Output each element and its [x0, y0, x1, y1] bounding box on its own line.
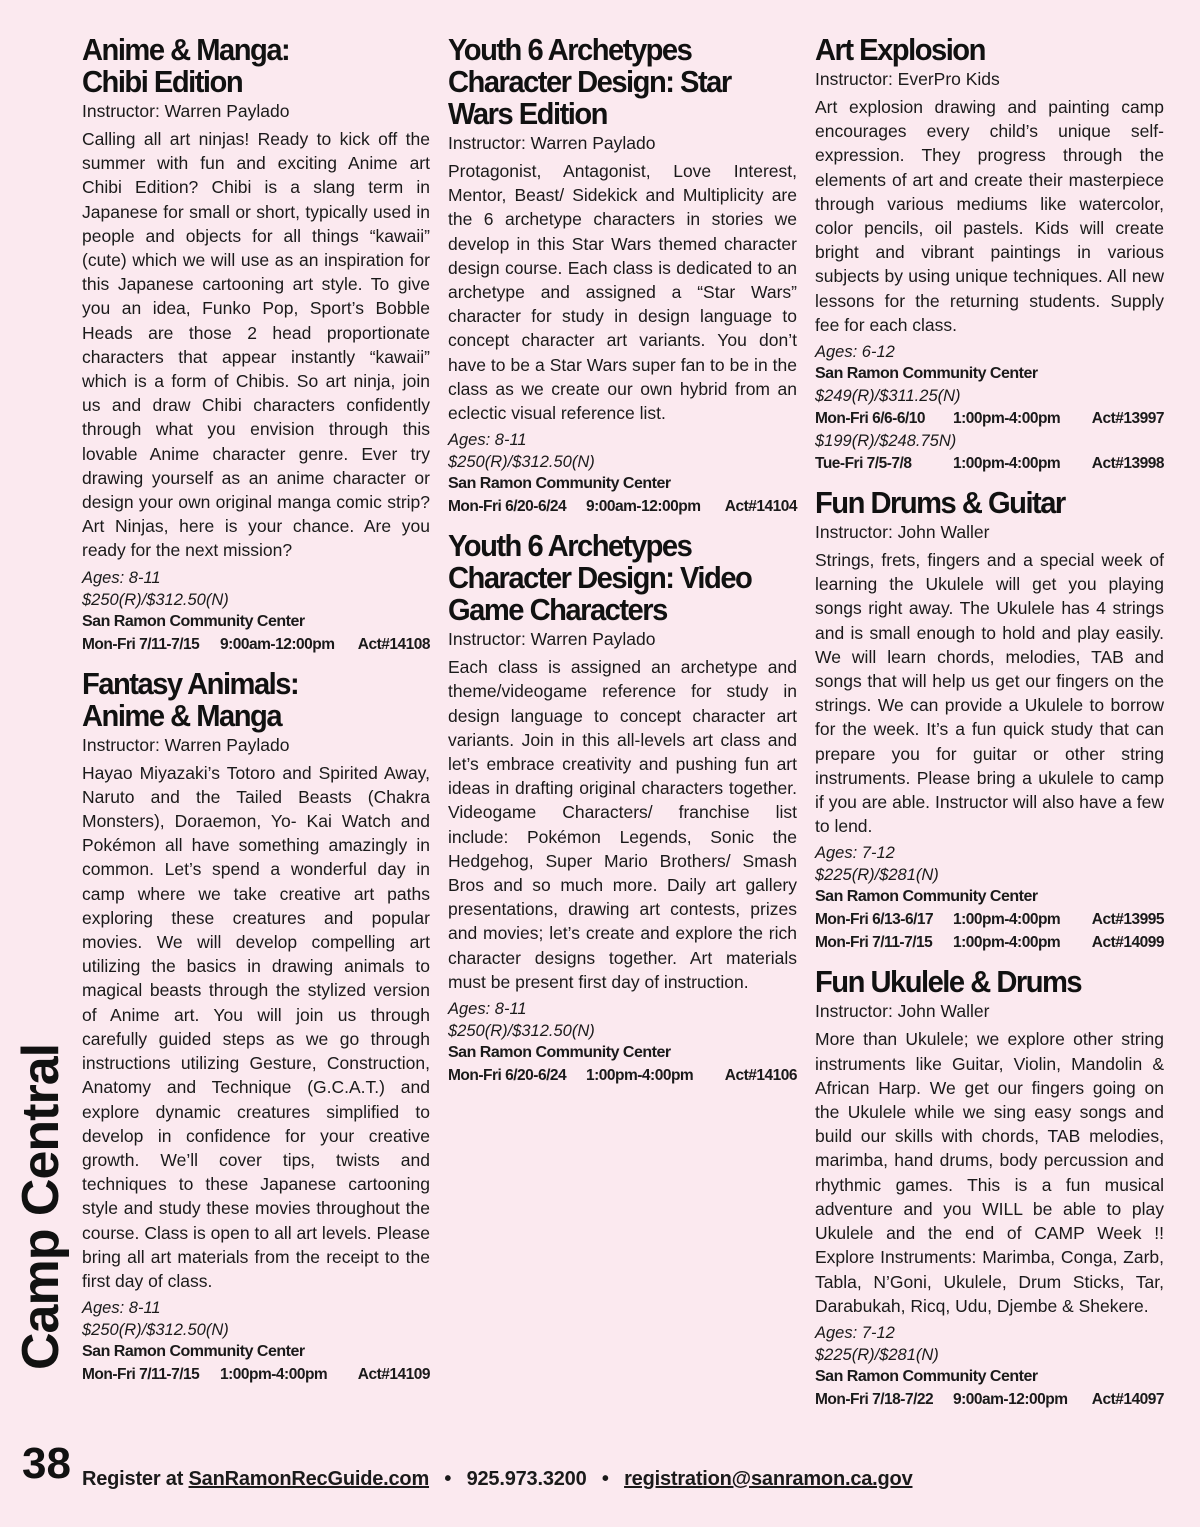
course-title-line: Fantasy Animals:	[82, 665, 299, 701]
course-title-line: Youth 6 Archetypes	[448, 528, 692, 564]
course-location: San Ramon Community Center	[815, 1367, 1038, 1385]
course-listing	[815, 487, 1164, 954]
course-instructor: Instructor: Warren Paylado	[82, 734, 290, 755]
session-days: Mon-Fri 6/20-6/24	[448, 498, 567, 516]
course-title-line: Chibi Edition	[82, 64, 243, 99]
session-time: 1:00pm-4:00pm	[586, 1067, 694, 1085]
column-1	[82, 34, 430, 1398]
course-ages: Ages: 8-11	[448, 1000, 527, 1019]
session-activity-number: Act#14097	[1091, 1390, 1164, 1408]
course-listing	[448, 530, 797, 1087]
section-side-label: Camp Central	[12, 1043, 70, 1370]
course-description: Hayao Miyazaki’s Totoro and Spirited Away, Naruto and the Tailed Beasts (Chakra Monsters), Doraemon, Yo- Kai Watch and Pokémon all have something amazingly in common. Let’s spend a wonderful day in camp where we take creative art paths exploring these creatures and popular movies. We will develop compelling art utilizing the basics in drawing animals to magical beasts through the stylized version of Anime art. You will join us through carefully guided steps as we go through instructions utilizing Gesture, Construction, Anatomy and Technique (G.C.A.T.) and explore dynamic creatures simplified to develop in confidence for your creative growth. We’ll cover tips, twists and techniques to these Japanese cartooning style and study these movies throughout the course. Class is open to all art levels. Please bring all art materials from the receipt to the first day of class.	[82, 762, 430, 1291]
course-price: $250(R)/$312.50(N)	[448, 453, 595, 472]
course-title-line: Fun Drums & Guitar	[815, 485, 1065, 521]
course-title	[815, 966, 1143, 998]
session-days: Mon-Fri 7/11-7/15	[82, 1366, 200, 1384]
course-description: Each class is assigned an archetype and theme/videogame reference for study in design language to concept character art variants. Join in this all-levels art class and let’s embrace creativity and pushing fun art ideas in drafting original characters together. Videogame Characters/ franchise list include: Pokémon Legends, Sonic the Hedgehog, Super Mario Brothers/ Smash Bros and so much more. Daily art gallery presentations, drawing art contests, prizes and movies; let’s create and explore the rich character designs together. Art materials must be present first day of instruction.	[448, 657, 797, 992]
session-days: Mon-Fri 6/13-6/17	[815, 911, 934, 929]
course-title-line: Game Characters	[448, 592, 667, 628]
footer-phone[interactable]: 925.973.3200	[466, 1468, 587, 1490]
column-2	[448, 34, 797, 1099]
course-price: $225(R)/$281(N)	[815, 866, 939, 885]
session-time: 1:00pm-4:00pm	[953, 934, 1061, 952]
course-title	[815, 487, 1143, 519]
course-instructor: Instructor: Warren Paylado	[448, 629, 656, 650]
session-days: Mon-Fri 7/11-7/15	[815, 934, 933, 952]
session-time: 9:00am-12:00pm	[953, 1390, 1068, 1408]
course-instructor: Instructor: Warren Paylado	[82, 101, 290, 121]
course-listing	[448, 34, 797, 518]
footer-bullet: •	[444, 1468, 452, 1490]
session-time: 9:00am-12:00pm	[220, 635, 335, 653]
session-activity-number: Act#13995	[1091, 911, 1164, 929]
course-instructor: Instructor: John Waller	[815, 522, 990, 543]
footer	[82, 1466, 913, 1492]
session-row	[815, 407, 1164, 430]
session-row	[448, 1064, 797, 1087]
session-days: Mon-Fri 7/18-7/22	[815, 1390, 934, 1408]
course-title	[448, 530, 776, 626]
course-description: More than Ukulele; we explore other string instruments like Guitar, Violin, Mandolin & African Harp. We get our fingers going on the Ukulele while we sing easy songs and build our skills with chords, TAB melodies, marimba, hand drums, body percussion and rhythmic games. This is a fun musical adventure and you WILL be able to play Ukulele and the end of CAMP Week !! Explore Instruments: Marimba, Conga, Zarb, Tabla, N’Goni, Ukulele, Drum Sticks, Tar, Darabukah, Ricq, Udu, Djembe & Shekere.	[815, 1029, 1164, 1316]
column-3	[815, 34, 1164, 1423]
course-description: Art explosion drawing and painting camp encourages every child’s unique self-expression. They progress through the elements of art and create their masterpiece through various mediums like watercolor, color pencils, oil pastels. Kids will create bright and vibrant paintings in various subjects by using unique techniques. All new lessons for the returning students. Supply fee for each class.	[815, 97, 1164, 335]
session-days: Mon-Fri 6/20-6/24	[448, 1067, 567, 1085]
course-title-line: Fun Ukulele & Drums	[815, 964, 1082, 1000]
course-listing	[815, 966, 1164, 1410]
course-price: $225(R)/$281(N)	[815, 1345, 939, 1364]
session-activity-number: Act#14106	[724, 1067, 797, 1085]
course-title-line: Character Design: Star	[448, 64, 731, 99]
course-listing	[82, 665, 430, 1386]
course-title-line: Youth 6 Archetypes	[448, 32, 692, 67]
course-title-line: Anime & Manga	[82, 697, 282, 733]
course-title-line: Wars Edition	[448, 96, 607, 131]
course-ages: Ages: 8-11	[82, 1299, 161, 1318]
session-time: 1:00pm-4:00pm	[953, 410, 1061, 428]
course-location: San Ramon Community Center	[815, 365, 1038, 383]
course-title-line: Character Design: Video	[448, 560, 752, 596]
session-activity-number: Act#14109	[357, 1366, 430, 1384]
course-title	[82, 34, 409, 98]
course-ages: Ages: 7-12	[815, 844, 895, 863]
course-location: San Ramon Community Center	[448, 475, 671, 493]
course-title	[82, 665, 409, 733]
course-location: San Ramon Community Center	[82, 612, 305, 630]
session-row	[815, 1388, 1164, 1411]
footer-email-link[interactable]: registration@sanramon.ca.gov	[624, 1468, 913, 1490]
course-description: Protagonist, Antagonist, Love Interest, Mentor, Beast/ Sidekick and Multiplicity are the 6 archetype characters in stories we develop in this Star Wars themed character design course. Each class is dedicated to an archetype and assigned a “Star Wars” character for study in design language to concept character art variants. You don’t have to be a Star Wars super fan to be in the class as we create our own hybrid from an eclectic visual reference list.	[448, 161, 797, 424]
course-description: Calling all art ninjas! Ready to kick off the summer with fun and exciting Anime art Chibi Edition? Chibi is a slang term in Japanese for small or short, typically used in people and objects for all things “kawaii” (cute) which we will use as an inspiration for this Japanese cartooning art style. To give you an idea, Funko Pop, Sport’s Bobble Heads are those 2 head proportionate characters that appear instantly “kawaii” which is a form of Chibis. So art ninja, join us and draw Chibi characters confidently through what you envision through this lovable Anime character genre. Ever try drawing yourself as an anime character or design your own original manga comic strip? Art Ninjas, here is your chance. Are you ready for the next mission?	[82, 129, 430, 561]
course-price: $250(R)/$312.50(N)	[82, 1321, 229, 1340]
session-row	[448, 495, 797, 518]
session-row	[815, 908, 1164, 931]
session-activity-number: Act#13997	[1091, 410, 1164, 428]
course-instructor: Instructor: EverPro Kids	[815, 69, 1000, 89]
session-time: 1:00pm-4:00pm	[953, 911, 1061, 929]
course-title-line: Anime & Manga:	[82, 32, 290, 67]
course-instructor: Instructor: John Waller	[815, 1001, 990, 1022]
course-ages: Ages: 8-11	[448, 431, 527, 450]
session-time: 9:00am-12:00pm	[586, 498, 701, 516]
session-days: Mon-Fri 6/6-6/10	[815, 410, 925, 428]
session-time: 1:00pm-4:00pm	[220, 1366, 328, 1384]
course-ages: Ages: 8-11	[82, 568, 161, 587]
session-days: Tue-Fri 7/5-7/8	[815, 455, 912, 473]
session-activity-number: Act#14104	[724, 498, 797, 516]
course-title-line: Art Explosion	[815, 32, 985, 67]
session-time: 1:00pm-4:00pm	[953, 455, 1061, 473]
footer-register-label: Register at	[82, 1468, 184, 1490]
course-title	[815, 34, 1143, 66]
course-title	[448, 34, 776, 130]
course-location: San Ramon Community Center	[448, 1044, 671, 1062]
course-price: $199(R)/$248.75N)	[815, 432, 957, 451]
session-row	[815, 452, 1164, 475]
session-row	[82, 633, 430, 656]
session-activity-number: Act#14108	[357, 635, 430, 653]
session-row	[82, 1363, 430, 1386]
page-number: 38	[22, 1439, 71, 1488]
session-activity-number: Act#14099	[1091, 934, 1164, 952]
course-description: Strings, frets, fingers and a special week of learning the Ukulele will get you playing songs right away. The Ukulele has 4 strings and is small enough to hold and play easily. We will learn chords, melodies, TAB and songs that will help us get our fingers on the strings. We can provide a Ukulele to borrow for the week. It’s a fun quick study that can prepare you for guitar or other string instruments. Please bring a ukulele to camp if you are able. Instructor will also have a few to lend.	[815, 550, 1164, 837]
footer-website-link[interactable]: SanRamonRecGuide.com	[188, 1468, 430, 1490]
session-activity-number: Act#13998	[1091, 455, 1164, 473]
course-price: $250(R)/$312.50(N)	[448, 1022, 595, 1041]
course-ages: Ages: 6-12	[815, 343, 895, 362]
course-location: San Ramon Community Center	[815, 888, 1038, 906]
course-listing	[815, 34, 1164, 475]
course-price: $249(R)/$311.25(N)	[815, 387, 961, 406]
course-listing	[82, 34, 430, 656]
course-price: $250(R)/$312.50(N)	[82, 590, 229, 609]
course-ages: Ages: 7-12	[815, 1323, 895, 1342]
course-instructor: Instructor: Warren Paylado	[448, 133, 656, 153]
session-days: Mon-Fri 7/11-7/15	[82, 635, 200, 653]
footer-bullet: •	[601, 1468, 609, 1490]
course-location: San Ramon Community Center	[82, 1343, 305, 1361]
session-row	[815, 931, 1164, 954]
